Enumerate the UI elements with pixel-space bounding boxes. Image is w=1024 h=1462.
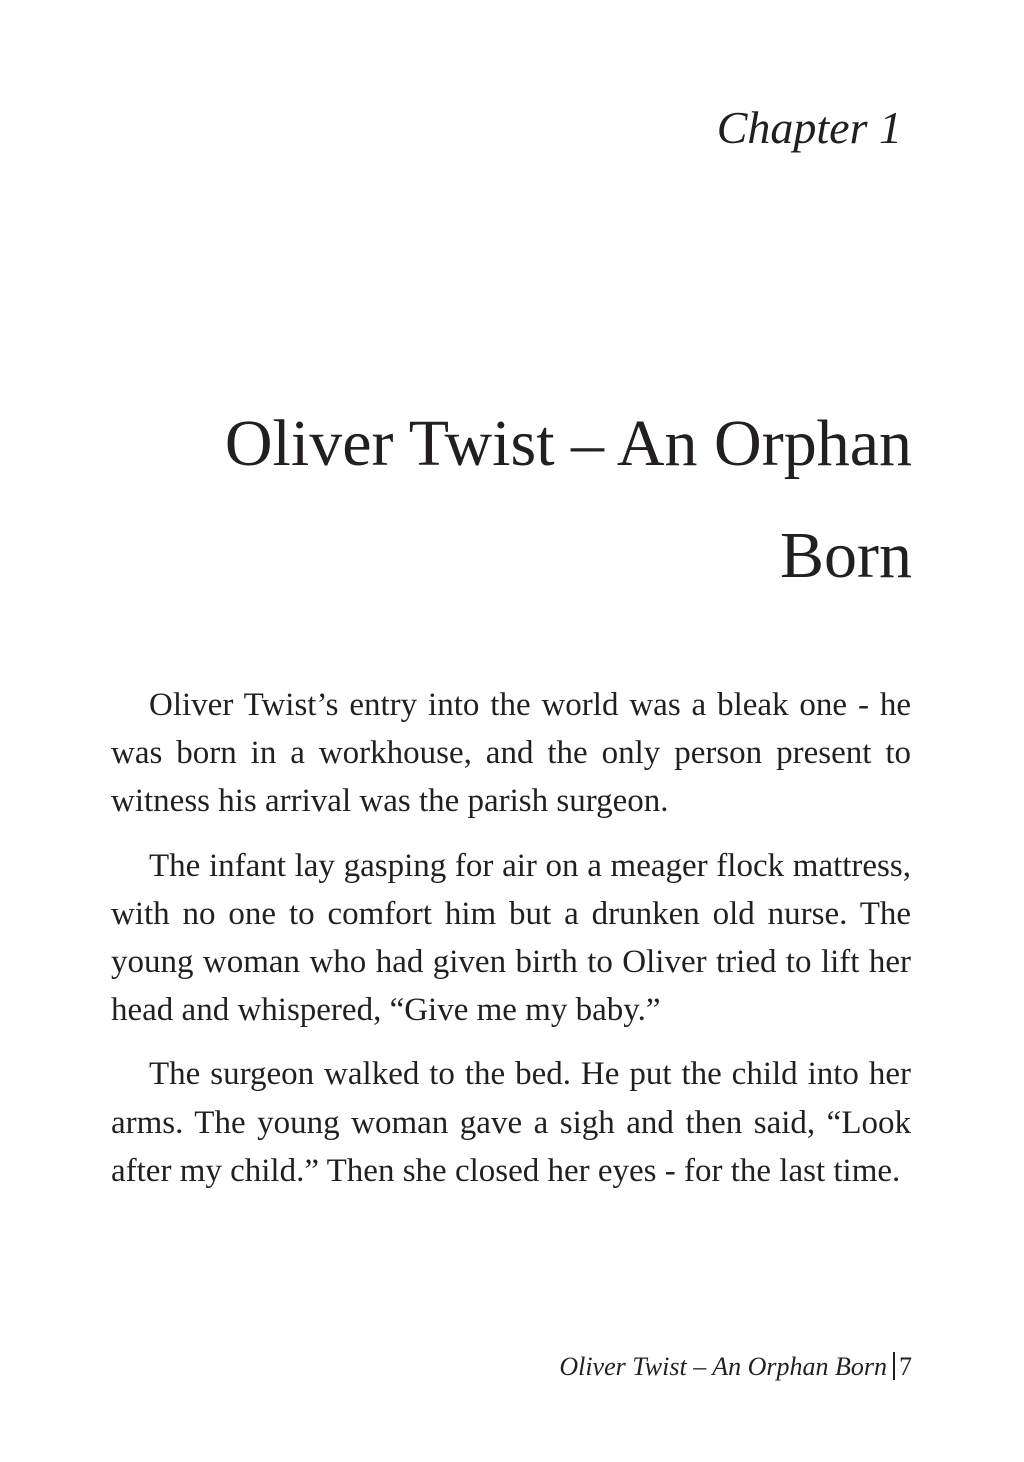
footer-separator xyxy=(893,1352,895,1380)
footer-running-title: Oliver Twist – An Orphan Born xyxy=(559,1352,887,1381)
paragraph: The surgeon walked to the bed. He put the child into her arms. The young woman gave a sigh and then said, “Look after my child.” Then she closed her eyes - for the last time. xyxy=(111,1056,911,1189)
chapter-body xyxy=(111,681,911,1211)
page-number: 7 xyxy=(899,1352,912,1381)
chapter-title: Oliver Twist – An Orphan Born xyxy=(224,407,912,592)
running-footer xyxy=(559,1351,912,1382)
chapter-label: Chapter 1 xyxy=(716,102,902,153)
paragraph: Oliver Twist’s entry into the world was a bleak one - he was born in a workhouse, and the only person present to witness his arrival was the parish surgeon. xyxy=(111,687,911,820)
paragraph: The infant lay gasping for air on a meager flock mattress, with no one to comfort him but a drunken old nurse. The young woman who had given birth to Oliver tried to lift her head and whispered, “Give me my baby.” xyxy=(111,847,911,1029)
